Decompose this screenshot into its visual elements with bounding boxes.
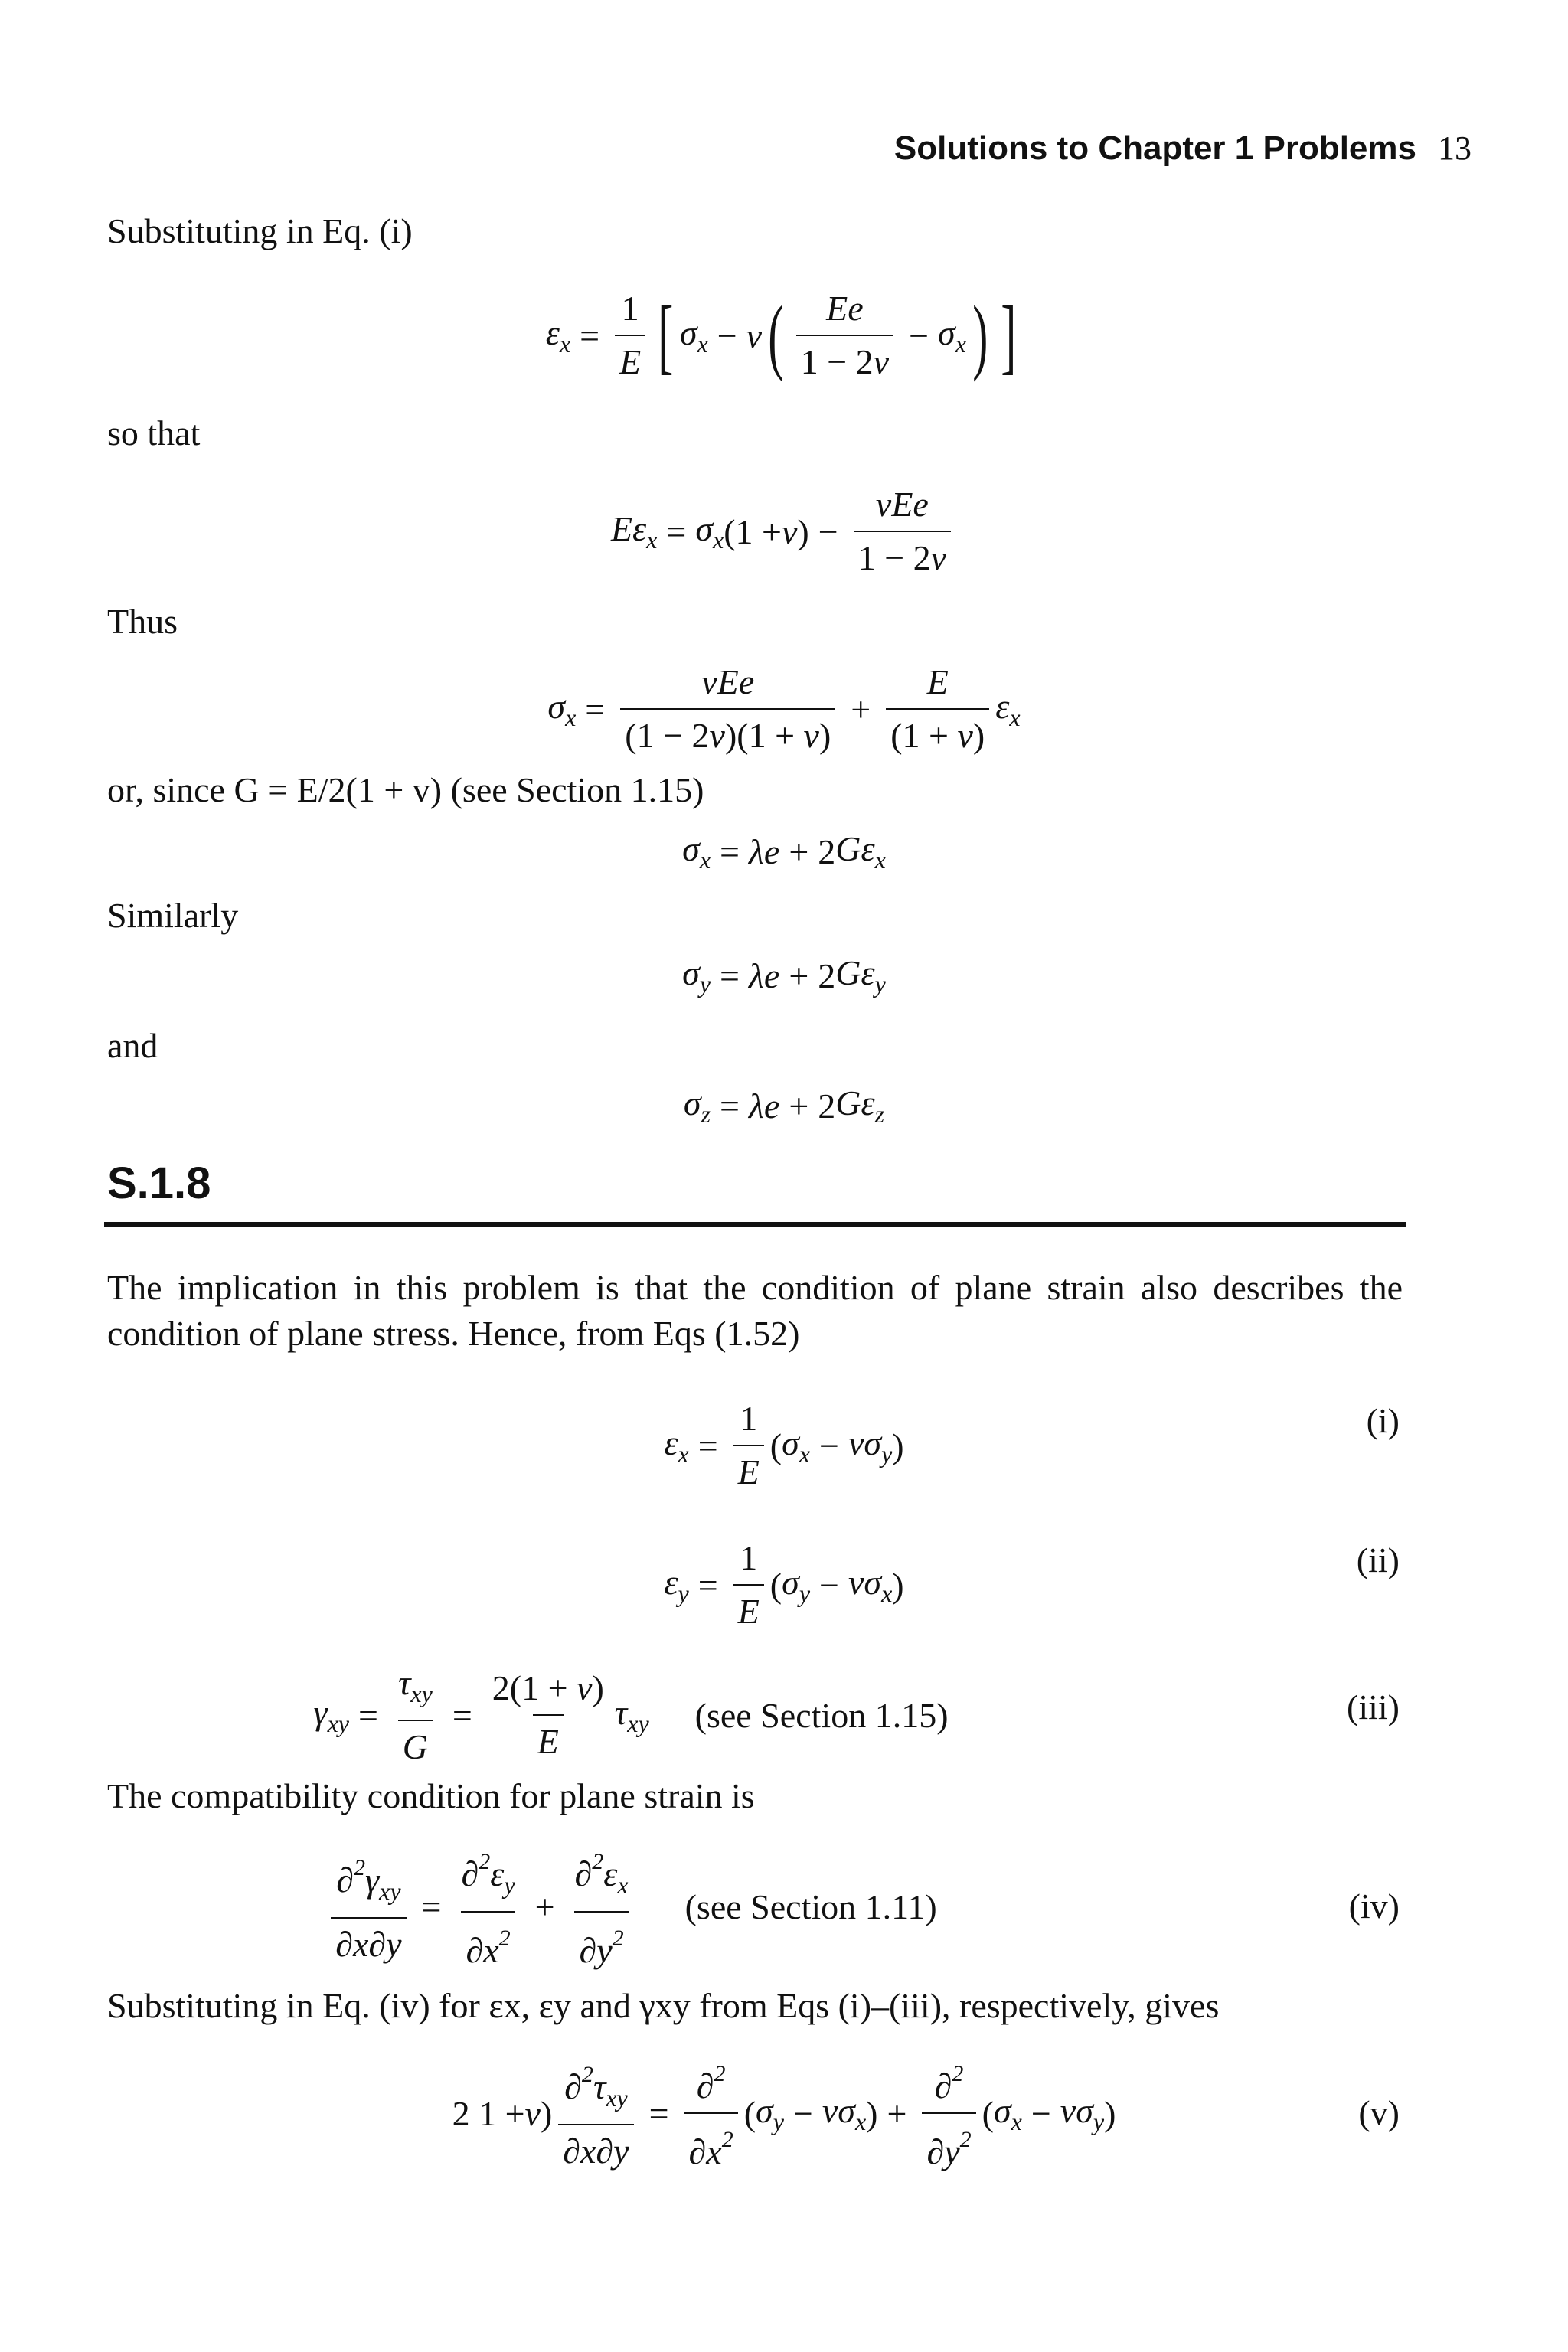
equation-sigma-y-lame: $\sigma_y$ = λe + 2 $G\varepsilon_y$ xyxy=(682,953,886,998)
equation-iv: $\frac{\partial^2\gamma_{xy}}{\partial x\partial y}$ = $\frac{\partial^2\varepsilon_y}{\partial x^2}$ + $\frac{\partial^2\varepsilon_x}{\partial y^2}$ (see Section 1.11) xyxy=(0,1853,1415,1960)
section-rule xyxy=(104,1222,1406,1227)
paragraph-so-that: so that xyxy=(107,413,201,452)
page-number: 13 xyxy=(1438,129,1472,167)
running-header xyxy=(894,129,1472,168)
section-heading: S.1.8 xyxy=(107,1158,211,1208)
equation-e-eps-x: $E\varepsilon_x$ = $\sigma_x$ (1 + v ) − $\frac{\text{vEe}}{1 - 2v}$ xyxy=(0,478,1568,585)
equation-v: 2 1 + v ) $\frac{\partial^2\tau_{xy}}{\partial x\partial y}$ = $\frac{\partial^2}{\partial x^2}$ ( $\sigma_y$ − $v\sigma_x$ ) + $\frac{\partial^2}{\partial y^2}$ ( $\sigma_x$ − $v\sigma_y$ ) xyxy=(0,2060,1568,2167)
equation-eps-x-substituted: $\varepsilon_x$ = $\frac{1}{E}$ [ $\sigma_x$ − v ( $\frac{Ee}{1 - 2v}$ − $\sigma_x$ ) ] xyxy=(545,289,1016,382)
equation-i: $\varepsilon_x$ = $\frac{1}{E}$ ( $\sigma_x$ − $v\sigma_y$ ) xyxy=(0,1392,1568,1499)
paragraph-similarly: Similarly xyxy=(107,896,239,935)
paragraph-implication: The implication in this problem is that the condition of plane strain also describes the condition of plane stress. Hence, from Eqs (1.52) xyxy=(107,1268,1403,1353)
equation-note-iv: (see Section 1.11) xyxy=(684,1886,937,1926)
equation-note-iii: (see Section 1.15) xyxy=(694,1695,949,1735)
equation-iii: $\gamma_{xy}$ = $\frac{\tau_{xy}}{G}$ = $\frac{2(1 + v)}{E}$ $\tau_{xy}$ (see Section 1.15) xyxy=(0,1661,1415,1769)
paragraph-and: and xyxy=(107,1026,158,1065)
paragraph-substituting-iv: Substituting in Eq. (iv) for εx, εy and γxy from Eqs (i)–(iii), respectively, gives xyxy=(107,1986,1220,2025)
equation-sigma-x: $\sigma_x$ = $\frac{\text{vEe}}{(1 - 2v)(1 + v)}$ + $\frac{E}{(1 + v)}$ $\varepsilon_x$ xyxy=(0,655,1568,763)
equation-label-ii: (ii) xyxy=(1356,1540,1400,1579)
paragraph-thus: Thus xyxy=(107,602,178,641)
paragraph-compatibility: The compatibility condition for plane strain is xyxy=(107,1776,755,1815)
equation-label-iii: (iii) xyxy=(1347,1687,1400,1726)
equation-label-iv: (iv) xyxy=(1348,1886,1400,1926)
equation-sigma-x-lame: $\sigma_x$ = λe + 2 $G\varepsilon_x$ xyxy=(682,829,886,874)
equation-ii: $\varepsilon_y$ = $\frac{1}{E}$ ( $\sigma_y$ − $v\sigma_x$ ) xyxy=(0,1531,1568,1638)
equation-label-v: (v) xyxy=(1358,2093,1400,2132)
paragraph-substituting: Substituting in Eq. (i) xyxy=(107,211,413,250)
paragraph-or-since: or, since G = E/2(1 + v) (see Section 1.15) xyxy=(107,770,704,809)
equation-label-i: (i) xyxy=(1366,1401,1400,1440)
equation-sigma-z-lame: $\sigma_z$ = λe + 2 $G\varepsilon_z$ xyxy=(683,1083,885,1128)
running-header-title: Solutions to Chapter 1 Problems xyxy=(893,129,1416,167)
